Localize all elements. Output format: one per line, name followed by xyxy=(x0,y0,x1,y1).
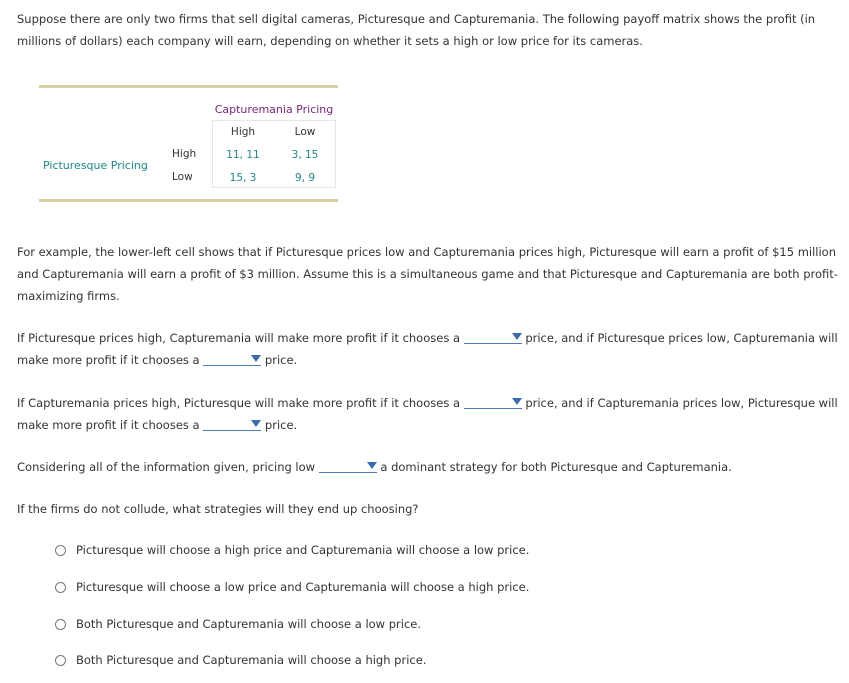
question-3 xyxy=(17,456,732,478)
q2-text-d: price. xyxy=(264,418,298,432)
option-4[interactable] xyxy=(55,653,426,667)
q1-dropdown-2[interactable] xyxy=(203,351,261,366)
option-1-label: Picturesque will choose a high price and Capturemania will choose a low price. xyxy=(76,543,530,557)
question-1 xyxy=(17,327,838,371)
col-head-low: Low xyxy=(294,126,316,138)
q1-text-b: price, and if Picturesque prices low, Capturemania will xyxy=(525,331,838,345)
intro-line-2: millions of dollars) each company will earn, depending on whether it sets a high or low price for its cameras. xyxy=(17,34,643,48)
col-head-high: High xyxy=(230,126,256,138)
radio-button[interactable] xyxy=(55,582,66,593)
option-3-label: Both Picturesque and Capturemania will choose a low price. xyxy=(76,617,422,631)
radio-button[interactable] xyxy=(55,655,66,666)
intro-text xyxy=(17,8,837,52)
q2-text-a: If Capturemania prices high, Picturesque will make more profit if it chooses a xyxy=(17,396,461,410)
chevron-down-icon xyxy=(367,462,377,469)
q1-dropdown-1[interactable] xyxy=(464,329,522,344)
question-4-prompt: If the firms do not collude, what strategies will they end up choosing? xyxy=(17,502,419,516)
question-2 xyxy=(17,392,838,436)
q2-dropdown-1[interactable] xyxy=(464,394,522,409)
example-line-3: maximizing firms. xyxy=(17,289,120,303)
q3-text-b: a dominant strategy for both Picturesque and Capturemania. xyxy=(380,460,732,474)
cell-high-low: 3, 15 xyxy=(291,149,319,161)
chevron-down-icon xyxy=(251,420,261,427)
option-3[interactable] xyxy=(55,617,421,631)
example-line-2: and Capturemania will earn a profit of $3 million. Assume this is a simultaneous game and that Picturesque and Capturemania are both profit- xyxy=(17,267,838,281)
matrix-top-rule xyxy=(39,85,338,88)
radio-button[interactable] xyxy=(55,619,66,630)
row-head-low: Low xyxy=(172,171,193,183)
option-2-label: Picturesque will choose a low price and Capturemania will choose a high price. xyxy=(76,580,530,594)
q1-text-c: make more profit if it chooses a xyxy=(17,353,200,367)
payoff-matrix xyxy=(212,120,336,188)
q2-text-c: make more profit if it chooses a xyxy=(17,418,200,432)
example-line-1: For example, the lower-left cell shows that if Picturesque prices low and Capturemania prices high, Picturesque will earn a profit of $15 million xyxy=(17,245,837,259)
chevron-down-icon xyxy=(251,355,261,362)
chevron-down-icon xyxy=(512,333,522,340)
q3-dropdown[interactable] xyxy=(319,458,377,473)
cell-high-high: 11, 11 xyxy=(226,149,260,161)
cell-low-high: 15, 3 xyxy=(229,172,257,184)
intro-line-1: Suppose there are only two firms that sell digital cameras, Picturesque and Capturemania. The following payoff matrix shows the profit (in xyxy=(17,12,816,26)
picturesque-pricing-title: Picturesque Pricing xyxy=(43,159,148,172)
capturemania-pricing-title: Capturemania Pricing xyxy=(214,103,334,116)
q1-text-d: price. xyxy=(264,353,298,367)
q2-text-b: price, and if Capturemania prices low, Picturesque will xyxy=(525,396,838,410)
matrix-bottom-rule xyxy=(39,199,338,202)
cell-low-low: 9, 9 xyxy=(294,172,316,184)
q2-dropdown-2[interactable] xyxy=(203,416,261,431)
row-head-high: High xyxy=(172,148,197,160)
option-2[interactable] xyxy=(55,580,529,594)
q3-text-a: Considering all of the information given, pricing low xyxy=(17,460,316,474)
example-paragraph xyxy=(17,241,838,307)
chevron-down-icon xyxy=(512,398,522,405)
option-4-label: Both Picturesque and Capturemania will choose a high price. xyxy=(76,653,427,667)
option-1[interactable] xyxy=(55,543,529,557)
radio-button[interactable] xyxy=(55,545,66,556)
q1-text-a: If Picturesque prices high, Capturemania will make more profit if it chooses a xyxy=(17,331,461,345)
